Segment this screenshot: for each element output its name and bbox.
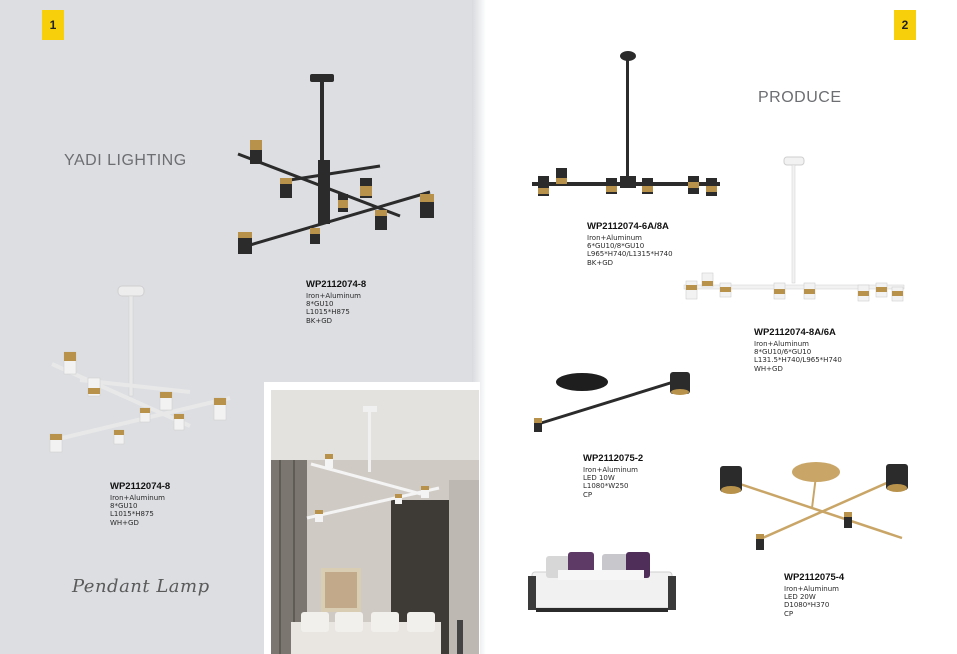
product-spec-line: L1015*H875	[306, 308, 350, 317]
product-model: WP2112074-8	[110, 481, 171, 492]
product-spec-line: BK+GD	[306, 316, 333, 325]
product-spec-line: L1015*H875	[110, 510, 154, 519]
product-spec-line: L1080*W250	[583, 482, 629, 491]
product-spec-line: Iron+Aluminum	[583, 466, 638, 474]
lamp-image-led-4	[712, 458, 918, 558]
page-number-badge: 1	[42, 10, 64, 40]
page-number-badge: 2	[894, 10, 916, 40]
product-spec-line: Iron+Aluminum	[306, 292, 361, 300]
product-spec-block	[754, 327, 842, 373]
product-spec-line: BK+GD	[587, 258, 614, 267]
product-spec-line: WH+GD	[754, 364, 783, 373]
product-spec-line: CP	[784, 609, 794, 618]
room-scene-photo	[271, 390, 479, 654]
product-spec-line: CP	[583, 490, 593, 499]
lamp-image-wh-8	[40, 280, 240, 460]
product-spec-line: 8*GU10/6*GU10	[754, 348, 812, 357]
product-spec-line: Iron+Aluminum	[110, 494, 165, 502]
product-spec-line: 8*GU10	[110, 502, 138, 511]
product-spec-line: L965*H740/L1315*H740	[587, 250, 673, 259]
product-spec-line: LED 10W	[583, 474, 615, 483]
product-model: WP2112074-8	[306, 279, 367, 290]
product-spec-line: Iron+Aluminum	[784, 585, 839, 593]
lamp-image-bk-8	[230, 60, 450, 260]
product-spec-block	[784, 572, 844, 618]
product-model: WP2112075-4	[784, 572, 845, 583]
product-spec-line: WH+GD	[110, 518, 139, 527]
product-spec-line: D1080*H370	[784, 601, 830, 610]
product-spec-block	[306, 279, 366, 325]
product-spec-line: LED 20W	[784, 593, 816, 602]
pendant-lamp-title: Pendant Lamp	[72, 576, 210, 597]
product-spec-line: Iron+Aluminum	[587, 234, 642, 242]
product-model: WP2112075-2	[583, 453, 644, 464]
product-spec-line: 8*GU10	[306, 300, 334, 309]
product-spec-block	[587, 221, 673, 267]
product-model: WP2112074-6A/8A	[587, 221, 669, 232]
product-spec-block	[110, 481, 170, 527]
product-spec-line: 6*GU10/8*GU10	[587, 242, 645, 251]
brand-title: YADI LIGHTING	[64, 152, 187, 169]
sofa-photo	[528, 548, 676, 614]
product-model: WP2112074-8A/6A	[754, 327, 836, 338]
product-spec-line: Iron+Aluminum	[754, 340, 809, 348]
lamp-image-wh-linear	[680, 155, 910, 305]
lamp-image-led-2	[530, 362, 700, 442]
product-spec-line: L131.5*H740/L965*H740	[754, 356, 842, 365]
product-spec-block	[583, 453, 643, 499]
section-title: PRODUCE	[758, 89, 842, 106]
